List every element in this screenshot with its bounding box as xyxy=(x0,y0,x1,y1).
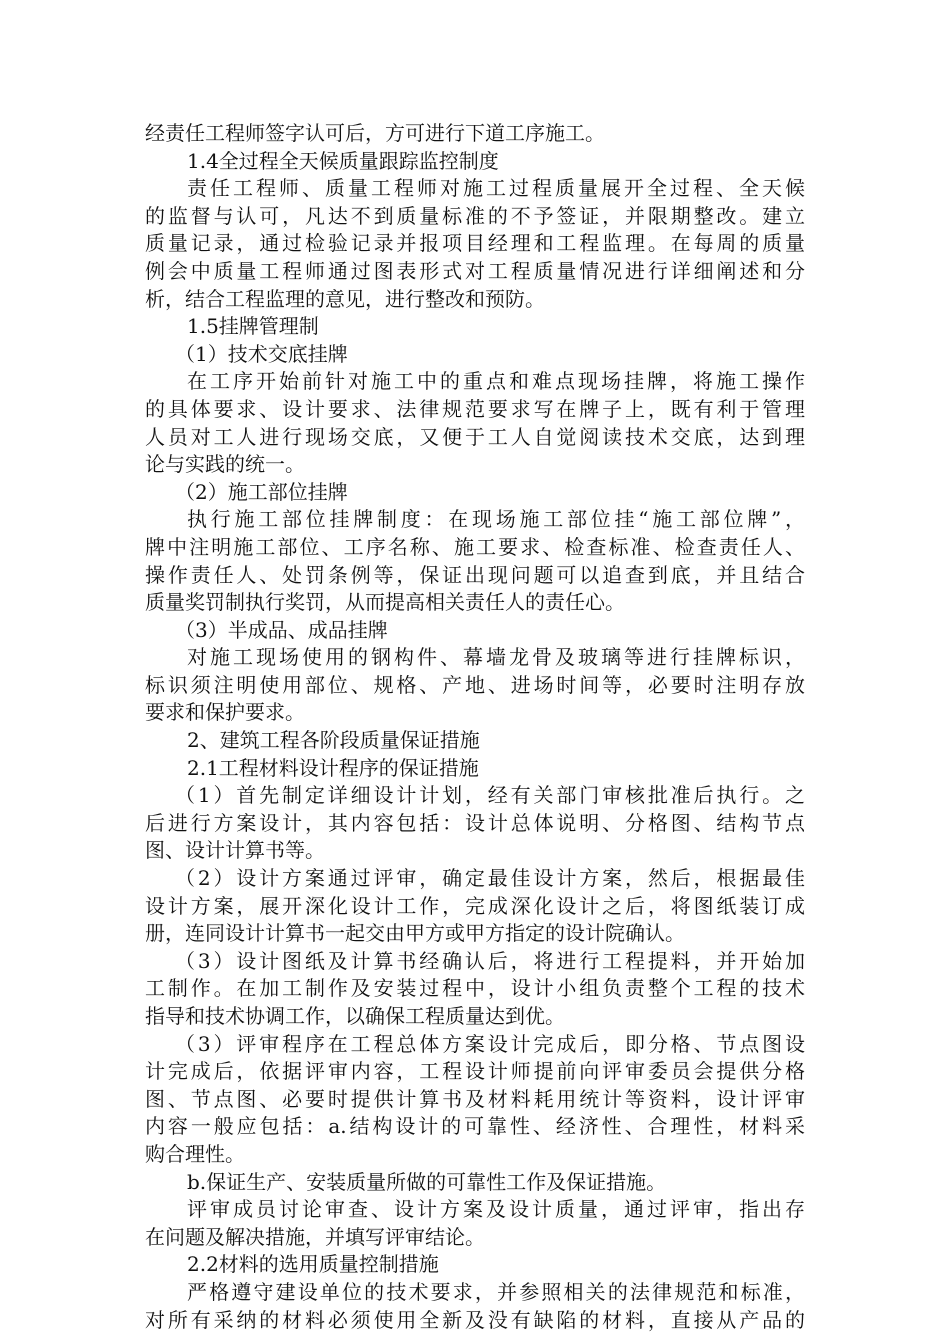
text-line: 1.4全过程全天候质量跟踪监控制度 xyxy=(187,148,499,173)
text-line: 例会中质量工程师通过图表形式对工程质量情况进行详细阐述和分 xyxy=(145,258,805,283)
text-line: 对施工现场使用的钢构件、幕墙龙骨及玻璃等进行挂牌标识， xyxy=(187,645,805,670)
text-line: 内容一般应包括：a.结构设计的可靠性、经济性、合理性，材料采 xyxy=(145,1114,805,1139)
text-line: 操作责任人、处罚条例等，保证出现问题可以追查到底，并且结合 xyxy=(145,562,805,587)
text-line: 评审成员讨论审查、设计方案及设计质量，通过评审，指出存 xyxy=(187,1197,805,1222)
text-line: 图、设计计算书等。 xyxy=(145,838,325,863)
text-line: 购合理性。 xyxy=(145,1141,245,1166)
text-line: 设计方案，展开深化设计工作，完成深化设计之后，将图纸装订成 xyxy=(145,893,805,918)
text-line: 质量记录，通过检验记录并报项目经理和工程监理。在每周的质量 xyxy=(145,231,805,256)
text-line: 后进行方案设计，其内容包括：设计总体说明、分格图、结构节点 xyxy=(145,810,805,835)
text-line: （3）评审程序在工程总体方案设计完成后，即分格、节点图设 xyxy=(175,1031,805,1056)
text-line: b.保证生产、安装质量所做的可靠性工作及保证措施。 xyxy=(187,1169,667,1194)
text-line: 计完成后，依据评审内容，工程设计师提前向评审委员会提供分格 xyxy=(145,1059,805,1084)
text-line: 在工序开始前针对施工中的重点和难点现场挂牌，将施工操作 xyxy=(187,369,805,394)
text-line: 指导和技术协调工作，以确保工程质量达到优。 xyxy=(145,1004,565,1028)
text-line: 2.1工程材料设计程序的保证措施 xyxy=(187,755,479,780)
text-line: 责任工程师、质量工程师对施工过程质量展开全过程、全天候 xyxy=(187,176,805,201)
text-line: 牌中注明施工部位、工序名称、施工要求、检查标准、检查责任人、 xyxy=(145,534,805,559)
document-body xyxy=(145,120,805,1334)
text-line: 的具体要求、设计要求、法律规范要求写在牌子上，既有利于管理 xyxy=(145,396,805,421)
text-line: （1）技术交底挂牌 xyxy=(175,341,348,366)
text-line: （3）半成品、成品挂牌 xyxy=(175,617,388,642)
text-line: 册，连同设计计算书一起交由甲方或甲方指定的设计院确认。 xyxy=(145,921,685,946)
text-line: 执行施工部位挂牌制度：在现场施工部位挂“施工部位牌”， xyxy=(187,507,805,532)
text-line: （1）首先制定详细设计计划，经有关部门审核批准后执行。之 xyxy=(175,783,805,808)
text-line: 析，结合工程监理的意见，进行整改和预防。 xyxy=(145,286,545,311)
text-line: 在问题及解决措施，并填写评审结论。 xyxy=(145,1224,485,1249)
text-line: 的监督与认可，凡达不到质量标准的不予签证，并限期整改。建立 xyxy=(145,203,805,228)
text-line: 标识须注明使用部位、规格、产地、进场时间等，必要时注明存放 xyxy=(145,672,805,697)
text-line: （2）设计方案通过评审，确定最佳设计方案，然后，根据最佳 xyxy=(175,866,805,891)
text-line: 论与实践的统一。 xyxy=(145,452,305,477)
text-line: 工制作。在加工制作及安装过程中，设计小组负责整个工程的技术 xyxy=(145,976,805,1001)
text-line: 人员对工人进行现场交底，又便于工人自觉阅读技术交底，达到理 xyxy=(145,424,805,449)
text-line: 对所有采纳的材料必须使用全新及没有缺陷的材料，直接从产品的 xyxy=(145,1307,805,1332)
text-line: 要求和保护要求。 xyxy=(145,700,305,725)
text-line: （2）施工部位挂牌 xyxy=(175,479,348,504)
text-line: 严格遵守建设单位的技术要求，并参照相关的法律规范和标准， xyxy=(187,1279,805,1304)
text-line: 经责任工程师签字认可后，方可进行下道工序施工。 xyxy=(145,121,605,145)
text-line: 2.2材料的选用质量控制措施 xyxy=(187,1252,439,1277)
text-line: （3）设计图纸及计算书经确认后，将进行工程提料，并开始加 xyxy=(175,948,805,973)
text-line: 2、建筑工程各阶段质量保证措施 xyxy=(187,728,480,753)
text-line: 1.5挂牌管理制 xyxy=(187,314,319,339)
text-line: 图、节点图、必要时提供计算书及材料耗用统计等资料，设计评审 xyxy=(145,1086,805,1111)
text-line: 质量奖罚制执行奖罚，从而提高相关责任人的责任心。 xyxy=(145,590,625,615)
